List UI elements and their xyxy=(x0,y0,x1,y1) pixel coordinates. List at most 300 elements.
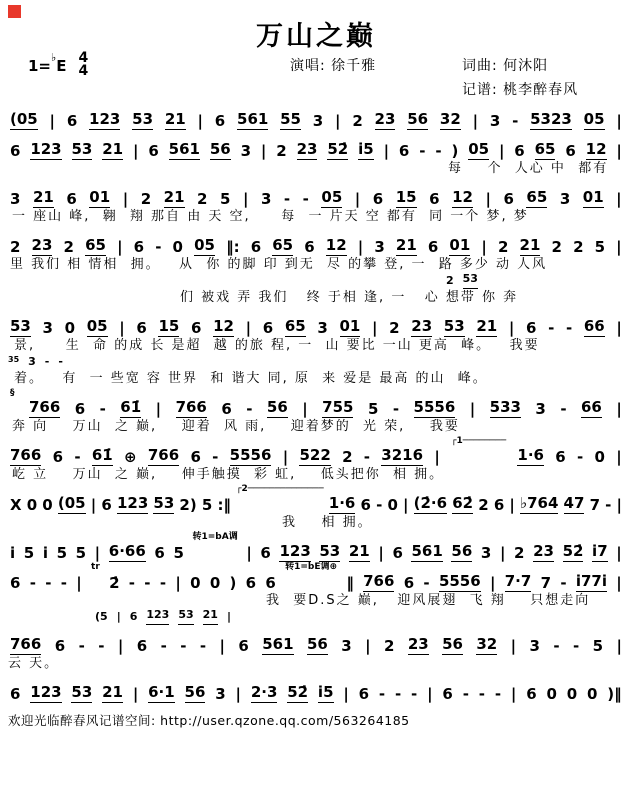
note-token: 2 xyxy=(573,238,584,256)
note-token: | xyxy=(354,190,361,208)
notation-line xyxy=(0,130,632,160)
note-token: | xyxy=(472,112,479,130)
note-token: 6 xyxy=(260,544,271,562)
note-token: 12 xyxy=(325,236,347,254)
note-token: 6 xyxy=(555,448,566,466)
notator-credit: 记谱: 桃李醉春风 xyxy=(462,82,579,98)
notation-line xyxy=(0,436,632,466)
note-token: - xyxy=(411,685,418,703)
note-token: 0 xyxy=(586,685,598,703)
note-token: 32 xyxy=(476,635,498,653)
note-token: 6 xyxy=(493,496,505,514)
note-token: 522 xyxy=(299,446,331,464)
lyric-line: 屹 立 万山 之 巅, 伸手触摸 彩 虹, 低头把你 相 拥。 xyxy=(12,467,445,482)
notation-line xyxy=(0,562,632,592)
note-token: 61̇ xyxy=(120,398,142,416)
note-token: 0 xyxy=(172,238,183,256)
lyric-line: 奔 向 万山 之 巅, 迎着 风 雨, 迎着梦的 光 荣, 我要 xyxy=(12,419,460,434)
note-token: | xyxy=(434,448,440,466)
note-token: 6 xyxy=(66,190,77,208)
note-token: - xyxy=(246,400,253,418)
note-token: 6 xyxy=(190,448,201,466)
note-token: 1·6 xyxy=(328,494,356,512)
note-token: | xyxy=(117,637,124,655)
note-token: | xyxy=(498,142,505,160)
note-token: 5 xyxy=(592,637,604,655)
note-token: - xyxy=(494,685,502,703)
lyric-line: 我 相 拥。 xyxy=(282,515,373,530)
note-token: 21 xyxy=(519,236,541,254)
note-token: 2) xyxy=(179,496,197,514)
note-token: 766 xyxy=(147,446,180,464)
note-token: 3 xyxy=(42,319,53,337)
note-token: 0 xyxy=(42,496,53,514)
small-notation-line xyxy=(8,355,632,370)
note-token: | xyxy=(242,190,249,208)
note-token: - xyxy=(462,685,469,703)
footer-note: 欢迎光临醉春风记谱空间: http://user.qzone.qq.com/563264185 xyxy=(8,713,410,728)
note-token: 21 xyxy=(203,606,218,625)
note-token: 766 xyxy=(28,398,61,416)
note-token: 2 xyxy=(140,190,152,208)
note-token: | xyxy=(616,319,622,337)
note-token: 6 xyxy=(133,238,145,256)
note-token: 52̇ xyxy=(562,542,584,560)
note-token: 3 xyxy=(260,190,272,208)
note-token: 3 xyxy=(10,190,21,208)
note-token: 3 xyxy=(215,685,226,703)
note-token: 66 xyxy=(581,398,602,416)
note-token: 3 xyxy=(489,112,501,130)
note-token: 32 xyxy=(439,110,461,128)
note-token: 21 xyxy=(348,542,370,560)
note-token: - xyxy=(435,142,442,160)
note-token: 6 xyxy=(191,319,202,337)
note-token: 53 xyxy=(71,683,93,701)
small-notation-line xyxy=(95,610,632,625)
note-token: - xyxy=(565,319,573,337)
annotation: tr xyxy=(91,562,100,572)
note-token: - xyxy=(419,142,426,160)
note-token: 6 xyxy=(136,637,148,655)
note-token: | xyxy=(372,319,378,337)
note-token: 01 xyxy=(339,317,361,335)
note-token: | xyxy=(155,400,162,418)
note-token: | xyxy=(175,574,181,592)
note-token: - xyxy=(155,238,162,256)
note-token: 2 xyxy=(197,190,208,208)
note-token: | xyxy=(616,190,622,208)
note-token: 6 xyxy=(10,574,21,592)
note-token: 05 xyxy=(86,317,108,335)
note-token: | xyxy=(133,142,139,160)
note-token: - xyxy=(78,637,85,655)
note-token: 6 xyxy=(427,238,439,256)
note-token: 6 xyxy=(358,685,370,703)
note-token: | xyxy=(245,319,252,337)
note-token: - xyxy=(576,448,584,466)
note-token: - xyxy=(128,574,136,592)
song-title: 万山之巅 xyxy=(256,21,376,52)
note-token: i5 xyxy=(317,683,334,701)
note-token: | xyxy=(469,400,476,418)
note-token: | xyxy=(132,685,139,703)
note-token: 6 xyxy=(262,319,274,337)
note-token: 5323 xyxy=(530,110,572,128)
composer-credit: 词曲: 何沐阳 xyxy=(462,58,549,74)
lyric-line: 着。 有 一 些宽 容 世界 和 谐大 同, 原 来 爱是 最高 的山 峰。 xyxy=(14,371,488,386)
note-token: i xyxy=(10,544,16,562)
note-token: 5556 xyxy=(413,398,456,416)
note-token: | xyxy=(616,400,622,418)
note-token: 15 xyxy=(395,188,417,206)
annotation: ┌1──────── xyxy=(451,436,507,446)
note-token: - xyxy=(58,355,63,368)
note-token: 5 xyxy=(201,496,213,514)
note-token: i5 xyxy=(358,140,374,158)
note-token: - xyxy=(160,637,167,655)
note-token: 21 xyxy=(102,140,124,158)
note-token: | xyxy=(90,496,97,514)
lyric-line: 一 座山 峰, 翱 翔 那自 由 天 空, 每 一 片天 空 都有 同 一个 梦, 梦 xyxy=(12,209,529,224)
annotation: § xyxy=(10,388,15,398)
note-token: 21 xyxy=(163,188,185,206)
note-token: 01 xyxy=(449,236,471,254)
note-token: 66 xyxy=(583,317,605,335)
note-token: 6 xyxy=(221,400,232,418)
note-token: 23 xyxy=(407,635,429,653)
note-token: 21 xyxy=(164,110,186,128)
annotation: ┌2────────────── xyxy=(236,484,324,494)
note-token: (5 xyxy=(95,610,108,623)
note-token: 7·7 xyxy=(504,572,532,590)
note-token: )‖ xyxy=(607,685,622,703)
note-token: | xyxy=(403,496,409,514)
note-token: 5556 xyxy=(438,572,481,590)
annotation: 35 xyxy=(8,355,20,364)
notation-line xyxy=(0,388,632,418)
time-signature: 4 4 xyxy=(78,50,89,79)
note-token: 0 xyxy=(190,574,201,592)
note-token: 6 xyxy=(154,544,165,562)
note-token: 2 xyxy=(514,544,525,562)
note-token: 56 xyxy=(442,635,463,653)
note-token: 01 xyxy=(89,188,111,206)
note-token: | xyxy=(260,142,267,160)
note-token: 65 xyxy=(526,188,548,206)
note-token: | xyxy=(49,112,56,130)
note-token: 53 xyxy=(132,110,154,128)
note-token: 2 xyxy=(63,238,74,256)
note-token: | xyxy=(508,319,515,337)
note-token: - xyxy=(394,685,402,703)
note-token: | xyxy=(116,610,121,623)
note-token: 6 xyxy=(214,112,226,130)
lyric-line: 我 要D.S之 巅, 迎风展翅 飞 翔 只想走向 xyxy=(266,593,591,608)
note-token: | xyxy=(616,142,622,160)
note-token: | xyxy=(481,238,487,256)
note-token: 6 xyxy=(101,496,112,514)
note-token: ) xyxy=(451,142,459,160)
note-token: 6 xyxy=(526,685,537,703)
note-token: | xyxy=(197,112,203,130)
note-token: 56 xyxy=(407,110,429,128)
note-token: 6 xyxy=(52,448,64,466)
note-token: 23 xyxy=(31,236,53,254)
note-token: | xyxy=(365,637,371,655)
note-token: 2 xyxy=(498,238,509,256)
note-token: 21 xyxy=(102,683,123,701)
note-token: | xyxy=(219,637,225,655)
note-token: - xyxy=(74,448,81,466)
note-token: | xyxy=(616,637,622,655)
note-token: 2 xyxy=(478,496,489,514)
note-token: 0 xyxy=(566,685,578,703)
note-token: 5556 xyxy=(229,446,272,464)
note-token: | xyxy=(282,448,289,466)
note-token: 2 xyxy=(383,637,395,655)
note-token: 5 xyxy=(219,190,231,208)
note-token: 3 xyxy=(559,190,571,208)
notation-line xyxy=(0,226,632,256)
note-token: 23 xyxy=(374,110,396,128)
note-token: 2 xyxy=(352,112,363,130)
note-token: 05 xyxy=(321,188,343,206)
note-token: (2̇·6 xyxy=(413,494,448,512)
note-token: - xyxy=(573,637,580,655)
flat-symbol: ♭ xyxy=(51,51,57,64)
note-token: 53 xyxy=(443,317,465,335)
note-token: 123 xyxy=(146,606,169,625)
note-token: (05 xyxy=(57,494,86,512)
note-token: - xyxy=(212,448,219,466)
note-token: 6 xyxy=(245,574,257,592)
notation-line xyxy=(0,178,632,208)
note-token: i77i xyxy=(575,572,607,590)
note-token: 6 xyxy=(372,190,384,208)
note-token: 65 xyxy=(284,317,306,335)
note-token: - xyxy=(363,448,371,466)
note-token: 55 xyxy=(280,110,301,128)
note-token: - xyxy=(44,355,50,368)
note-token: - xyxy=(560,400,567,418)
note-token: 12 xyxy=(452,188,473,206)
note-token: 561 xyxy=(411,542,443,560)
note-token: | xyxy=(616,448,622,466)
note-token: :‖ xyxy=(217,496,231,514)
note-token: - xyxy=(512,112,519,130)
note-token: - xyxy=(99,400,106,418)
note-token: i7 xyxy=(592,542,608,560)
note-token: - xyxy=(423,574,430,592)
notation-line xyxy=(0,625,632,655)
note-token: 3 xyxy=(312,112,324,130)
note-token: 2·3 xyxy=(250,683,278,701)
note-token: | xyxy=(489,574,496,592)
note-token: 6 xyxy=(442,685,453,703)
note-token: 6·1 xyxy=(148,683,175,701)
note-token: 6 xyxy=(54,637,66,655)
key-time-signature xyxy=(28,52,88,78)
note-token: | xyxy=(343,685,349,703)
lyric-line: 景, 生 命 的成 长 是超 越 的旅 程, 一 山 要比 一山 更高 峰。 我要 xyxy=(14,338,540,353)
note-token: | xyxy=(76,574,82,592)
note-token: 123 xyxy=(279,542,311,560)
note-token: 2 xyxy=(446,274,454,287)
note-token: 533 xyxy=(489,398,521,416)
lyric-line: 里 我们 相 情相 拥。 从 你 的脚 印 到无 尽 的攀 登, 一 路 多少 动 人风 xyxy=(10,257,548,272)
note-token: 6 xyxy=(66,112,78,130)
note-token: X xyxy=(10,496,22,514)
note-token: ) xyxy=(229,574,237,592)
note-token: 2 xyxy=(551,238,562,256)
note-token: - xyxy=(144,574,151,592)
note-token: - xyxy=(560,574,567,592)
note-token: 123 xyxy=(30,140,62,158)
note-token: 23 xyxy=(533,542,554,560)
note-token: 5 xyxy=(75,544,87,562)
note-token: 6 xyxy=(398,142,410,160)
note-token: - xyxy=(199,637,207,655)
note-token: 0 xyxy=(26,496,38,514)
note-token: | xyxy=(357,238,364,256)
note-token: | xyxy=(119,319,125,337)
note-token: 561 xyxy=(237,110,269,128)
lyric-line: 们 被戏 弄 我们 终 于相 逢, 一 心 想带 你 奔 xyxy=(180,290,519,305)
note-token: 6 xyxy=(360,496,371,514)
note-token: 2 xyxy=(342,448,353,466)
note-token: 21 xyxy=(32,188,54,206)
note-token: 5 xyxy=(23,544,35,562)
note-token: - xyxy=(302,190,309,208)
small-notation-line xyxy=(446,274,632,289)
note-token: 3 xyxy=(28,355,36,368)
note-token: 53 xyxy=(71,140,93,158)
note-token: 65 xyxy=(534,140,556,158)
note-token: | xyxy=(616,544,622,562)
note-token: - xyxy=(29,574,36,592)
note-token: 3 xyxy=(529,637,540,655)
notation-line xyxy=(0,673,632,703)
note-token: | xyxy=(485,190,491,208)
note-token: 561 xyxy=(168,140,200,158)
note-token: 3 xyxy=(374,238,385,256)
note-token: | xyxy=(378,544,384,562)
note-token: 6 xyxy=(514,142,525,160)
note-token: 5 xyxy=(56,544,68,562)
note-token: 6 xyxy=(148,142,159,160)
note-token: 53 xyxy=(463,270,478,289)
note-token: | xyxy=(235,685,241,703)
note-token: 3 xyxy=(480,544,492,562)
performer-credit: 演唱: 徐千雅 xyxy=(290,58,377,74)
note-token: | xyxy=(226,610,231,623)
note-token: 0 xyxy=(64,319,76,337)
note-token: 12 xyxy=(585,140,607,158)
note-token: 05 xyxy=(194,236,215,254)
note-token: | xyxy=(616,238,622,256)
note-token: 23 xyxy=(411,317,433,335)
note-token: 3 xyxy=(535,400,546,418)
note-token: 6 xyxy=(10,142,21,160)
note-token: 21 xyxy=(476,317,498,335)
note-token: 52̇ xyxy=(287,683,309,701)
note-token: 7 xyxy=(589,496,600,514)
note-token: - xyxy=(392,400,400,418)
note-token: - xyxy=(548,319,555,337)
note-token: | xyxy=(616,496,622,514)
note-token: - xyxy=(478,685,485,703)
note-token: 0 xyxy=(387,496,398,514)
note-token: - xyxy=(180,637,187,655)
sheet-header xyxy=(0,0,632,98)
note-token: | xyxy=(510,685,517,703)
note-token: (05 xyxy=(10,110,38,128)
note-token: 2 xyxy=(10,238,21,256)
notation-line xyxy=(0,100,632,130)
note-token: 2̇ xyxy=(109,574,120,592)
note-token: | xyxy=(94,544,101,562)
note-token: | xyxy=(616,574,622,592)
note-token: 56 xyxy=(306,635,328,653)
notation-line xyxy=(0,484,632,514)
note-token: 65 xyxy=(272,236,294,254)
note-token: ‖ xyxy=(346,574,354,592)
note-token: | xyxy=(302,400,308,418)
note-token: ♭764 xyxy=(520,494,559,512)
note-token: 6 xyxy=(136,319,147,337)
note-token: - xyxy=(45,574,52,592)
note-token: 1·6 xyxy=(517,446,544,464)
note-token: 0 xyxy=(209,574,221,592)
note-token: 6 xyxy=(129,610,138,623)
note-token: | xyxy=(509,496,515,514)
note-token: 0 xyxy=(594,448,605,466)
note-token: 6·66 xyxy=(108,542,146,560)
note-token: 3216 xyxy=(381,446,424,464)
note-token: - xyxy=(553,637,560,655)
note-token: 6 xyxy=(503,190,514,208)
note-token: 12 xyxy=(213,317,234,335)
note-token: - xyxy=(98,637,105,655)
note-token: 2 xyxy=(389,319,400,337)
score xyxy=(0,98,632,703)
note-token: 561 xyxy=(262,635,294,653)
note-token: 21 xyxy=(395,236,417,254)
lyric-line: 每 个 人心 中 都有 xyxy=(448,161,609,176)
note-token: - xyxy=(60,574,67,592)
note-token: - xyxy=(378,685,386,703)
note-token: 15 xyxy=(158,317,180,335)
note-token: 123 xyxy=(116,494,149,512)
note-token: 61̇ xyxy=(91,446,113,464)
note-token: ‖: xyxy=(226,238,240,256)
note-token: ⊕ xyxy=(123,448,137,466)
note-token: 766 xyxy=(363,572,395,590)
note-token: | xyxy=(427,685,433,703)
annotation: 转1=bE调⊕ xyxy=(285,562,338,572)
note-token: | xyxy=(383,142,390,160)
note-token: 6 xyxy=(250,238,262,256)
notation-line xyxy=(0,532,632,562)
note-token: | xyxy=(117,238,123,256)
note-token: | xyxy=(499,544,506,562)
key-signature: 1=♭E xyxy=(28,51,67,75)
note-token: | xyxy=(246,544,252,562)
note-token: 6 xyxy=(565,142,576,160)
note-token: | xyxy=(335,112,341,130)
note-token: - xyxy=(283,190,291,208)
